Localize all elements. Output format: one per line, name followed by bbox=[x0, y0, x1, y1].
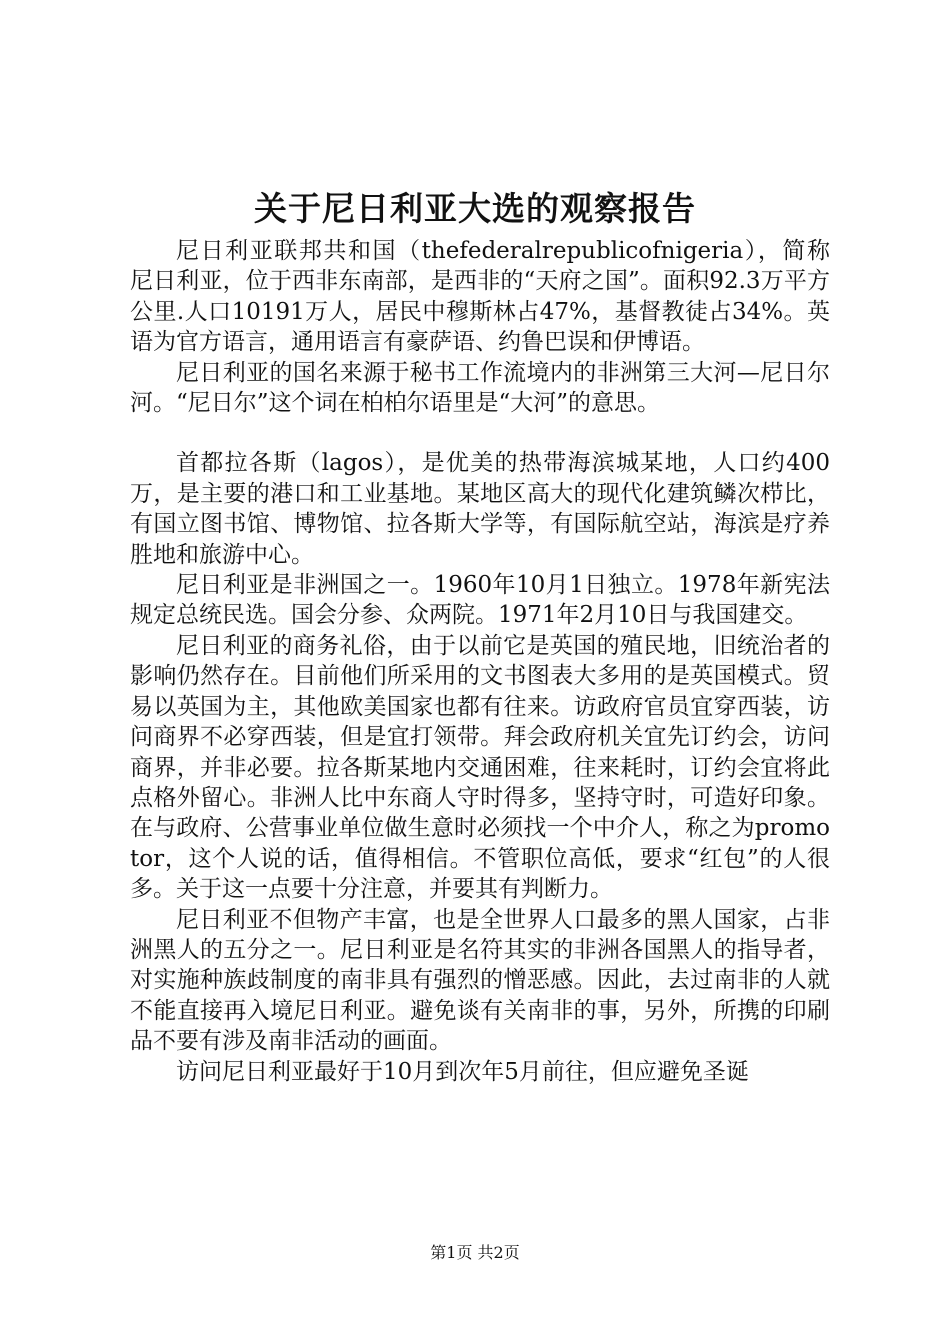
paragraph-business-etiquette: 尼日利亚的商务礼俗，由于以前它是英国的殖民地，旧统治者的影响仍然存在。目前他们所采用的文书图表大多用的是英国模式。贸易以英国为主，其他欧美国家也都有往来。访政府官员宜穿西装，访问商界不必穿西装，但是宜打领带。拜会政府机关宜先订约会，访问商界，并非必要。拉各斯某地内交通困难，往来耗时，订约会宜将此点格外留心。非洲人比中东商人守时得多，坚持守时，可造好印象。在与政府、公营事业单位做生意时必须找一个中介人，称之为promotor，这个人说的话，值得相信。不管职位高低，要求“红包”的人很多。关于这一点要十分注意，并要其有判断力。 bbox=[130, 632, 830, 903]
paragraph-population: 尼日利亚不但物产丰富，也是全世界人口最多的黑人国家，占非洲黑人的五分之一。尼日利亚是名符其实的非洲各国黑人的指导者，对实施种族歧制度的南非具有强烈的憎恶感。因此，去过南非的人就不能直接再入境尼日利亚。避免谈有关南非的事，另外，所携的印刷品不要有涉及南非活动的画面。 bbox=[130, 906, 830, 1055]
paragraph-history: 尼日利亚是非洲国之一。1960年10月1日独立。1978年新宪法规定总统民选。国会分参、众两院。1971年2月10日与我国建交。 bbox=[130, 572, 830, 629]
paragraph-capital: 首都拉各斯（lagos），是优美的热带海滨城某地，人口约400万，是主要的港口和工业基地。某地区高大的现代化建筑鳞次栉比，有国立图书馆、博物馆、拉各斯大学等，有国际航空站，海滨是疗养胜地和旅游中心。 bbox=[130, 450, 830, 568]
page-number-footer: 第1页 共2页 bbox=[430, 1243, 520, 1262]
paragraph-name-origin: 尼日利亚的国名来源于秘书工作流境内的非洲第三大河—尼日尔河。“尼日尔”这个词在柏柏尔语里是“大河”的意思。 bbox=[130, 359, 830, 417]
paragraph-overview: 尼日利亚联邦共和国（thefederalrepublicofnigeria），简称尼日利亚，位于西非东南部，是西非的“天府之国”。面积92.3万平方公里.人口10191万人，居民中穆斯林占47%，基督教徒占34%。英语为官方语言，通用语言有豪萨语、约鲁巴误和伊博语。 bbox=[130, 238, 830, 356]
document-body bbox=[130, 236, 830, 1087]
paragraph-travel-timing: 访问尼日利亚最好于10月到次年5月前往，但应避免圣诞 bbox=[176, 1058, 749, 1085]
document-title: 关于尼日利亚大选的观察报告 bbox=[254, 189, 696, 228]
paragraph-gap bbox=[130, 418, 830, 448]
